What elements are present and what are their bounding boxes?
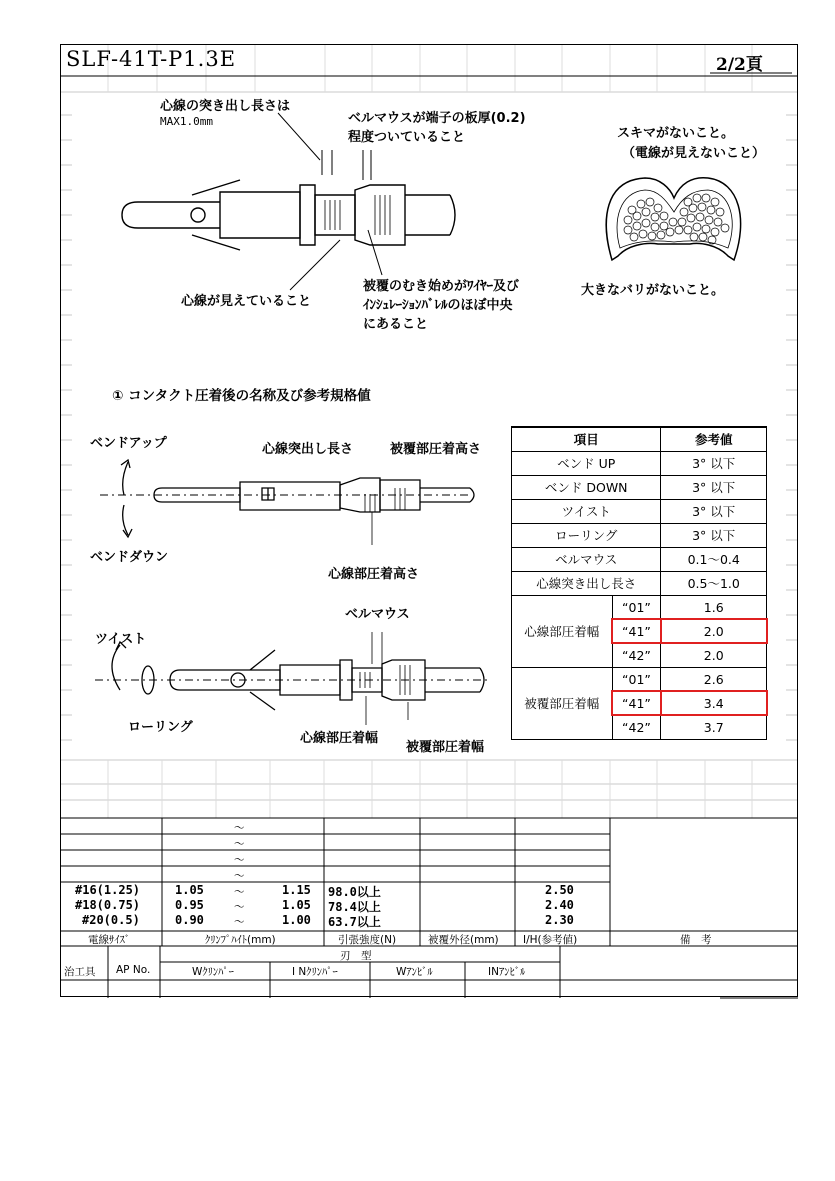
wire-size: #20(0.5) [82, 913, 140, 927]
value-cell-highlighted: 3.4 [661, 691, 767, 715]
row-item: ツイスト [512, 499, 661, 523]
row-item: ローリング [512, 523, 661, 547]
header-ih: I/H(参考値) [523, 934, 578, 946]
value-cell-highlighted: 2.0 [661, 619, 767, 643]
wire-size: #18(0.75) [75, 898, 141, 912]
tensile-strength: 78.4以上 [328, 900, 381, 914]
crimp-height-min: 1.05 [175, 883, 204, 897]
strip-note-line2: ｲﾝｼｭﾚｰｼｮﾝﾊﾞﾚﾙのほぼ中央 [363, 298, 513, 313]
w-anvil-header: Wｱﾝﾋﾞﾙ [396, 966, 433, 978]
document-id: SLF-41T-P1.3E [66, 47, 237, 71]
row-item: ベンド DOWN [512, 475, 661, 499]
row-value: 3° 以下 [661, 451, 767, 475]
tilde: ～ [234, 916, 245, 928]
core-protrusion-max: MAX1.0mm [160, 115, 213, 128]
insulation-height-label: 被覆部圧着高さ [390, 442, 482, 457]
row-value: 0.1～0.4 [661, 547, 767, 571]
insulation-width-label: 被覆部圧着幅 [406, 740, 485, 755]
tilde: ～ [234, 822, 245, 834]
header-value: 参考値 [661, 427, 767, 451]
crimp-height-min: 0.95 [175, 898, 204, 912]
in-anvil-header: INｱﾝﾋﾞﾙ [488, 966, 526, 978]
header-tensile: 引張強度(N) [338, 934, 397, 946]
tilde: ～ [234, 854, 245, 866]
code-cell: “01” [612, 667, 661, 691]
row-value: 3° 以下 [661, 523, 767, 547]
row-item: 心線突き出し長さ [512, 571, 661, 595]
core-height-label: 心線部圧着高さ [328, 567, 420, 582]
row-item: ベンド UP [512, 451, 661, 475]
gap-note-line2: （電線が見えないこと） [622, 146, 766, 161]
value-cell: 2.0 [661, 643, 767, 667]
strip-note-line1: 被覆のむき始めがﾜｲﾔｰ及び [363, 279, 520, 294]
header-item: 項目 [512, 427, 661, 451]
bend-down-label: ベンドダウン [90, 550, 169, 565]
ih-value: 2.30 [545, 913, 574, 927]
tilde: ～ [234, 870, 245, 882]
crimp-height-max: 1.15 [282, 883, 311, 897]
tilde: ～ [234, 901, 245, 913]
code-cell-highlighted: “41” [612, 691, 661, 715]
core-width-label: 心線部圧着幅 [300, 731, 379, 746]
row-value: 0.5～1.0 [661, 571, 767, 595]
core-protrusion-label: 心線突出し長さ [262, 442, 354, 457]
value-cell: 2.6 [661, 667, 767, 691]
code-cell: “42” [612, 715, 661, 739]
value-cell: 3.7 [661, 715, 767, 739]
tool-header: 治工具 [64, 966, 96, 978]
bellmouth-label: ベルマウス [345, 607, 410, 622]
header-wire-size: 電線ｻｲｽﾞ [88, 934, 130, 946]
ap-no-header: AP No. [116, 964, 151, 976]
gap-note-line1: スキマがないこと。 [617, 126, 735, 141]
core-width-group-label: 心線部圧着幅 [512, 595, 613, 667]
row-value: 3° 以下 [661, 499, 767, 523]
page-number: 2/2頁 [716, 55, 763, 75]
insulation-width-group-label: 被覆部圧着幅 [512, 667, 613, 739]
tensile-strength: 98.0以上 [328, 885, 381, 899]
tilde: ～ [234, 886, 245, 898]
header-crimp-height: ｸﾘﾝﾌﾟﾊｲﾄ(mm) [205, 934, 276, 946]
crimp-height-max: 1.00 [282, 913, 311, 927]
twist-label: ツイスト [95, 632, 147, 647]
code-cell-highlighted: “41” [612, 619, 661, 643]
value-cell: 1.6 [661, 595, 767, 619]
header-remarks: 備 考 [680, 934, 712, 946]
wire-size: #16(1.25) [75, 883, 141, 897]
blade-header: 刃 型 [340, 950, 372, 962]
row-value: 3° 以下 [661, 475, 767, 499]
in-crimper-header: I Nｸﾘﾝﾊﾟｰ [292, 966, 338, 978]
ih-value: 2.40 [545, 898, 574, 912]
code-cell: “01” [612, 595, 661, 619]
crimp-height-min: 0.90 [175, 913, 204, 927]
w-crimper-header: Wｸﾘﾝﾊﾟｰ [192, 966, 234, 978]
strip-note-line3: にあること [363, 317, 429, 332]
bend-up-label: ベンドアップ [90, 436, 167, 451]
burr-note: 大きなバリがないこと。 [581, 283, 725, 298]
row-item: ベルマウス [512, 547, 661, 571]
section-title: ① コンタクト圧着後の名称及び参考規格値 [112, 388, 371, 404]
crimp-height-max: 1.05 [282, 898, 311, 912]
core-protrusion-note: 心線の突き出し長さは [160, 99, 291, 114]
header-outer-diameter: 被覆外径(mm) [428, 934, 499, 946]
bellmouth-note-line2: 程度ついていること [348, 130, 466, 145]
tensile-strength: 63.7以上 [328, 915, 381, 929]
rolling-label: ローリング [128, 720, 193, 735]
bellmouth-note-line1: ベルマウスが端子の板厚(0.2) [348, 111, 526, 126]
tilde: ～ [234, 838, 245, 850]
ih-value: 2.50 [545, 883, 574, 897]
core-visible-note: 心線が見えていること [181, 294, 312, 309]
code-cell: “42” [612, 643, 661, 667]
